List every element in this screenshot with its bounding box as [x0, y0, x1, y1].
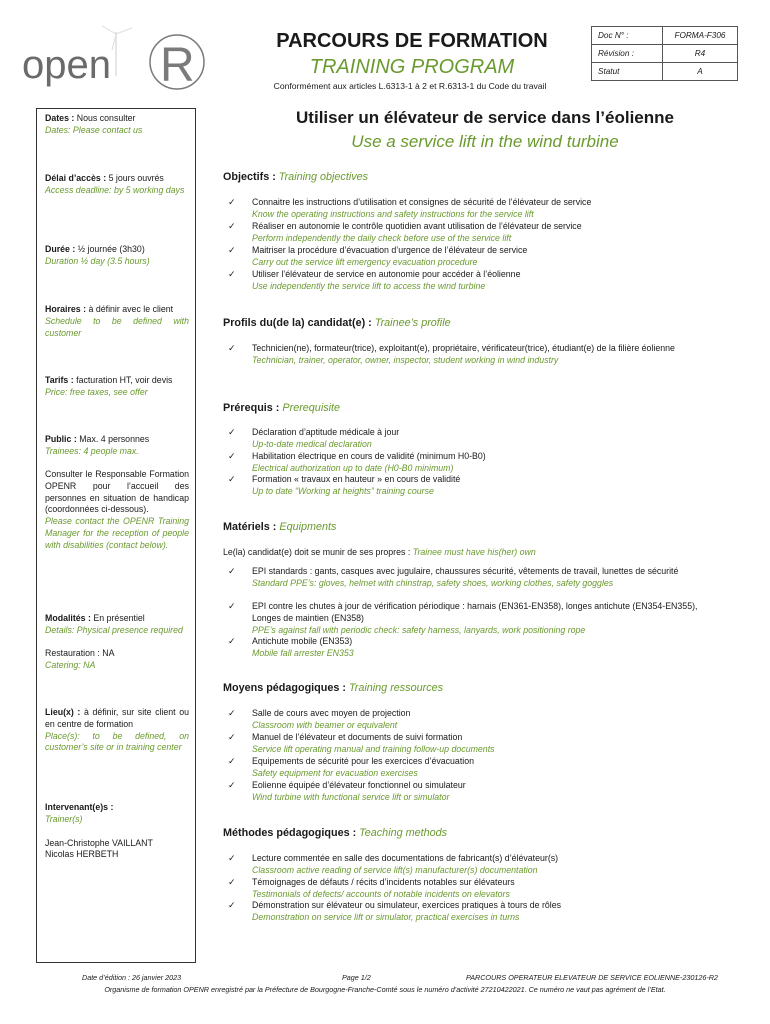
- item-en: Use independently the service lift to access the wind turbine: [252, 280, 486, 291]
- doc-key: Statut: [592, 63, 663, 81]
- label: Modalités :: [45, 613, 91, 623]
- doc-key: Doc N° :: [592, 27, 663, 45]
- list-item: [228, 451, 700, 475]
- item-en: Technician, trainer, operator, owner, inspector, student working in wind industry: [252, 354, 559, 365]
- value-en: Please contact the OPENR Training Manager for the reception of people with disabilities (contact below).: [45, 516, 189, 550]
- check-icon: ✓: [228, 601, 236, 611]
- section-label: Profils du(de la) candidat(e) :: [223, 317, 372, 329]
- list-item: [228, 756, 700, 780]
- label: Délai d’accès :: [45, 173, 107, 183]
- check-icon: ✓: [228, 900, 236, 910]
- value-en: Dates: Please contact us: [45, 124, 143, 135]
- section-equipment: [223, 521, 336, 533]
- sidebar-modality: [45, 613, 189, 637]
- revision-row: [592, 45, 738, 63]
- section-label-en: Training objectives: [275, 171, 369, 183]
- check-icon: ✓: [228, 877, 236, 887]
- item-en: Carry out the service lift emergency evacuation procedure: [252, 256, 478, 267]
- item-fr: Lecture commentée en salle des documentations de fabricant(s) d’élévateur(s): [252, 853, 559, 863]
- sidebar-hours: [45, 304, 189, 339]
- value-en: Price: free taxes, see offer: [45, 386, 148, 397]
- section-label: Méthodes pédagogiques :: [223, 827, 357, 839]
- item-en: Classroom active reading of service lift(s) manufacturer(s) documentation: [252, 864, 538, 875]
- check-icon: ✓: [228, 221, 236, 231]
- value: facturation HT, voir devis: [73, 375, 173, 385]
- check-icon: ✓: [228, 853, 236, 863]
- item-en: Perform independently the daily check before use of the service lift: [252, 232, 512, 243]
- list-item: [228, 566, 700, 590]
- item-en: Mobile fall arrester EN353: [252, 647, 354, 658]
- value-en: Trainees: 4 people max.: [45, 445, 139, 456]
- label: Horaires :: [45, 304, 87, 314]
- item-fr: Eolienne équipée d’élévateur fonctionnel ou simulateur: [252, 780, 466, 790]
- list-item: [228, 197, 700, 221]
- list-item: [228, 245, 700, 269]
- check-icon: ✓: [228, 636, 236, 646]
- item-en: Testimonials of defects/ accounts of notable incidents on elevators: [252, 888, 510, 899]
- item-fr: Connaitre les instructions d’utilisation et consignes de sécurité de l’élévateur de service: [252, 197, 592, 207]
- registration-notice: Organisme de formation OPENR enregistré par la Préfecture de Bourgogne-Franche-Comté sous le numéro d’activité 27210422021. Ce numéro ne vaut pas agrément de l’Etat.: [104, 985, 666, 994]
- sidebar-dates: [45, 113, 189, 137]
- trainer-name: Nicolas HERBETH: [45, 849, 119, 860]
- sidebar-place: [45, 707, 189, 754]
- list-item: [228, 780, 700, 804]
- section-label: Matériels :: [223, 521, 277, 533]
- value: Restauration : NA: [45, 648, 115, 658]
- list-item: [228, 427, 700, 451]
- item-en: Electrical authorization up to date (H0-B0 minimum): [252, 462, 454, 473]
- check-icon: ✓: [228, 732, 236, 742]
- section-label: Prérequis :: [223, 402, 280, 414]
- check-icon: ✓: [228, 343, 236, 353]
- intro-fr: Le(la) candidat(e) doit se munir de ses propres :: [223, 547, 411, 557]
- value: Max. 4 personnes: [76, 434, 150, 444]
- doc-value: R4: [663, 45, 738, 63]
- item-fr: Utiliser l’élévateur de service en autonomie pour accéder à l’éolienne: [252, 269, 521, 279]
- item-fr: Manuel de l’élévateur et documents de suivi formation: [252, 732, 463, 742]
- label: Dates :: [45, 113, 75, 123]
- doc-number-row: [592, 27, 738, 45]
- item-fr: Salle de cours avec moyen de projection: [252, 708, 411, 718]
- item-fr: Technicien(ne), formateur(trice), exploitant(e), propriétaire, vérificateur(trice), étudiant(e) de la filière éolienne: [252, 343, 675, 353]
- list-item: [228, 877, 700, 901]
- item-en: Service lift operating manual and training follow-up documents: [252, 743, 495, 754]
- status-row: [592, 63, 738, 81]
- sidebar-trainers: [45, 802, 189, 861]
- value-en: Place(s): to be defined, on customer’s site or in training center: [45, 730, 189, 753]
- value: Consulter le Responsable Formation OPENR pour l’accueil des personnes en situation de handicap (coordonnées ci-dessous).: [45, 469, 189, 515]
- value-en: Catering: NA: [45, 659, 96, 670]
- check-icon: ✓: [228, 474, 236, 484]
- value-en: Access deadline: by 5 working days: [45, 184, 185, 195]
- item-fr: EPI standards : gants, casques avec jugulaire, chaussures sécurité, vêtements de travail, lunettes de sécurité: [252, 566, 679, 576]
- page-number: Page 1/2: [342, 973, 371, 982]
- check-icon: ✓: [228, 708, 236, 718]
- value: En présentiel: [90, 613, 145, 623]
- sidebar-public: [45, 434, 189, 458]
- label: Durée :: [45, 244, 76, 254]
- item-fr: Equipements de sécurité pour les exercices d’évacuation: [252, 756, 475, 766]
- section-resources: [223, 682, 443, 694]
- list-item: [228, 732, 700, 756]
- intro-en: Trainee must have his(her) own: [410, 547, 536, 557]
- check-icon: ✓: [228, 566, 236, 576]
- value-en: Details: Physical presence required: [45, 624, 183, 635]
- list-item: [228, 343, 700, 367]
- openr-logo: [20, 26, 220, 96]
- item-en: Safety equipment for evacuation exercises: [252, 767, 418, 778]
- list-item: [228, 221, 700, 245]
- trainer-name: Jean-Christophe VAILLANT: [45, 837, 153, 848]
- section-label-en: Equipments: [276, 521, 337, 533]
- list-item: [228, 853, 700, 877]
- check-icon: ✓: [228, 427, 236, 437]
- edition-date: Date d’édition : 26 janvier 2023: [82, 973, 182, 982]
- value-en: Trainer(s): [45, 813, 83, 824]
- sidebar-rates: [45, 375, 189, 399]
- section-label-en: Trainee’s profile: [371, 317, 451, 329]
- item-en: Up to date “Working at heights” training course: [252, 485, 434, 496]
- label: Public :: [45, 434, 77, 444]
- check-icon: ✓: [228, 197, 236, 207]
- list-item: [228, 269, 700, 293]
- list-item: [228, 474, 700, 498]
- equipment-intro: [223, 547, 536, 557]
- item-fr: Témoignages de défauts / récits d’incidents notables sur élévateurs: [252, 877, 515, 887]
- item-fr: Habilitation électrique en cours de validité (minimum H0-B0): [252, 451, 486, 461]
- check-icon: ✓: [228, 245, 236, 255]
- label: Tarifs :: [45, 375, 74, 385]
- sidebar-duration: [45, 244, 189, 268]
- sidebar-access: [45, 173, 189, 197]
- course-title-fr: Utiliser un élévateur de service dans l’éolienne: [296, 108, 674, 127]
- value-en: Duration ½ day (3.5 hours): [45, 255, 150, 266]
- program-title-en: TRAINING PROGRAM: [309, 56, 515, 78]
- value: 5 jours ouvrés: [106, 173, 164, 183]
- conformity-note: Conformément aux articles L.6313-1 à 2 et R.6313-1 du Code du travail: [273, 81, 547, 91]
- item-en: Classroom with beamer or equivalent: [252, 719, 398, 730]
- section-label-en: Teaching methods: [356, 827, 448, 839]
- section-methods: [223, 827, 447, 839]
- value: Nous consulter: [74, 113, 136, 123]
- value: à définir, sur site client ou en centre de formation: [45, 707, 189, 729]
- item-en: Wind turbine with functional service lift or simulator: [252, 791, 450, 802]
- item-fr: Maitriser la procédure d’évacuation d’urgence de l’élévateur de service: [252, 245, 528, 255]
- item-fr: Déclaration d’aptitude médicale à jour: [252, 427, 400, 437]
- document-reference: PARCOURS OPERATEUR ELEVATEUR DE SERVICE EOLIENNE-230126-R2: [466, 973, 718, 982]
- check-icon: ✓: [228, 780, 236, 790]
- value-en: Schedule to be defined with customer: [45, 315, 189, 338]
- section-label-en: Training ressources: [345, 682, 443, 694]
- course-title-en: Use a service lift in the wind turbine: [351, 132, 619, 151]
- sidebar-disability: [45, 469, 189, 552]
- doc-value: FORMA-F306: [663, 27, 738, 45]
- item-fr: Antichute mobile (EN353): [252, 636, 353, 646]
- section-prerequisites: [223, 402, 340, 414]
- document-info-table: [591, 26, 738, 81]
- item-fr: Démonstration sur élévateur ou simulateur, exercices pratiques à tours de rôles: [252, 900, 562, 910]
- section-label-en: Prerequisite: [279, 402, 341, 414]
- value: ½ journée (3h30): [75, 244, 145, 254]
- item-en: Demonstration on service lift or simulator, practical exercises in turns: [252, 911, 520, 922]
- item-fr: Formation « travaux en hauteur » en cours de validité: [252, 474, 461, 484]
- check-icon: ✓: [228, 269, 236, 279]
- list-item: [228, 601, 700, 636]
- item-en: PPE’s against fall with periodic check: safety harness, lanyards, work positioning rope: [252, 624, 586, 635]
- item-fr: Réaliser en autonomie le contrôle quotidien avant utilisation de l’élévateur de service: [252, 221, 582, 231]
- section-label: Moyens pédagogiques :: [223, 682, 346, 694]
- program-title-fr: PARCOURS DE FORMATION: [276, 30, 548, 52]
- svg-text:open: open: [22, 43, 111, 87]
- section-profile: [223, 317, 451, 329]
- item-en: Know the operating instructions and safety instructions for the service lift: [252, 208, 534, 219]
- item-en: Standard PPE’s: gloves, helmet with chinstrap, safety shoes, working clothes, safety goggles: [252, 577, 614, 588]
- list-item: [228, 900, 700, 924]
- doc-key: Révision :: [592, 45, 663, 63]
- label: Intervenant(e)s :: [45, 802, 114, 812]
- section-objectives: [223, 171, 368, 183]
- check-icon: ✓: [228, 451, 236, 461]
- sidebar-catering: [45, 648, 189, 672]
- item-en: Up-to-date medical declaration: [252, 438, 372, 449]
- check-icon: ✓: [228, 756, 236, 766]
- label: Lieu(x) :: [45, 707, 81, 717]
- list-item: [228, 636, 700, 660]
- svg-text:R: R: [160, 39, 195, 92]
- value: à définir avec le client: [86, 304, 174, 314]
- doc-value: A: [663, 63, 738, 81]
- item-fr: EPI contre les chutes à jour de vérification périodique : harnais (EN361-EN358), longes antichute (EN354-EN355), Longes de maintien (EN358): [252, 601, 698, 623]
- section-label: Objectifs :: [223, 171, 276, 183]
- list-item: [228, 708, 700, 732]
